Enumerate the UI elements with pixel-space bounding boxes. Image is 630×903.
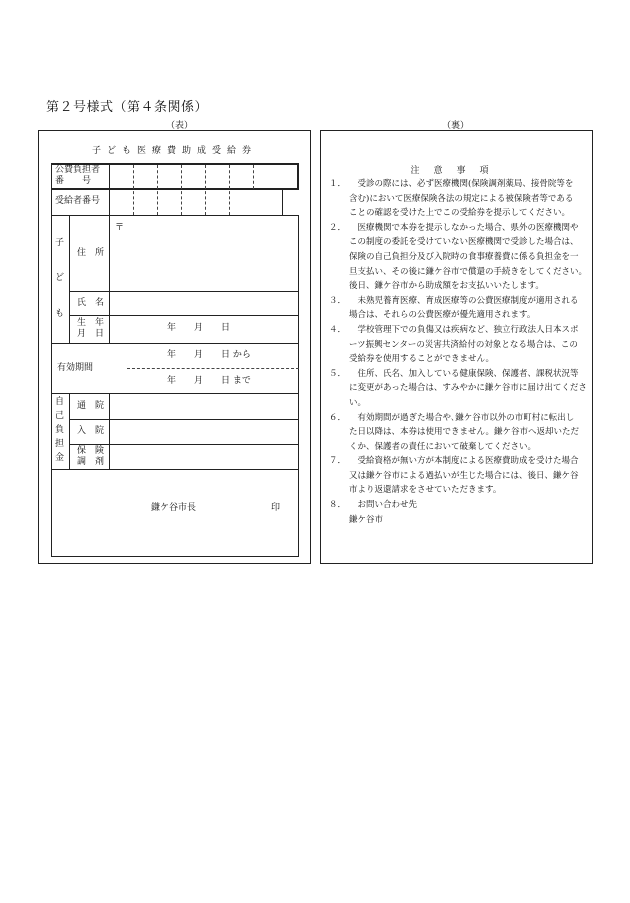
pharmacy-label: 保 険 (77, 446, 105, 456)
copay-label-3: 負 (55, 425, 65, 435)
child-label-1: 子 (55, 238, 65, 248)
copay-label-4: 担 (55, 439, 65, 449)
note-item (329, 221, 587, 294)
note-line: 市より返還請求をさせていただきます。 (349, 485, 502, 496)
note-line: 場合は、それらの公費医療が優先適用されます。 (349, 310, 536, 321)
note-item (329, 454, 587, 498)
grid-line (51, 343, 299, 344)
grid-line (51, 188, 299, 190)
notes-title: 注意事項 (410, 166, 503, 176)
note-line: ーツ振興センターの災害共済給付の対象となる場合は、この (349, 339, 578, 350)
note-number: ５． (329, 368, 347, 379)
note-line: 医療機関で本券を提示しなかった場合、県外の医療機関や (349, 222, 579, 233)
note-line: 受給券を使用することができません。 (349, 354, 495, 365)
grid-line (51, 469, 299, 470)
note-item (329, 294, 587, 323)
note-number: ８． (329, 500, 347, 511)
grid-line (51, 393, 299, 394)
note-number: １． (329, 179, 347, 189)
grid-line (51, 556, 299, 557)
child-label-3: も (55, 309, 65, 319)
contact-item (329, 498, 587, 527)
recipient-number-label: 受給者番号 (55, 196, 101, 206)
valid-to-value: 年 月 日 まで (167, 376, 251, 386)
note-line: 後日、鎌ケ谷市から助成額をお支払いいたします。 (349, 281, 544, 292)
note-line: くか、保護者の責任において破棄してください。 (349, 441, 537, 452)
note-line: い。 (349, 397, 367, 408)
grid-line (282, 189, 283, 215)
name-label: 氏 名 (77, 298, 105, 308)
digit-divider (253, 165, 254, 189)
grid-line (69, 444, 299, 445)
note-number: ３． (329, 295, 347, 306)
grid-line (298, 215, 299, 557)
front-side-label: （表） (166, 121, 194, 131)
birth-label: 生 年 (77, 318, 105, 328)
note-line: 未熟児養育医療、育成医療等の公費医療制度が適用される (349, 295, 579, 306)
note-line: 住所、氏名、加入している健康保険、保護者、課税状況等 (349, 368, 579, 379)
pharmacy-label-2: 調 剤 (77, 457, 105, 467)
digit-divider (133, 165, 134, 215)
contact-name: 鎌ケ谷市 (349, 514, 384, 525)
digit-divider (229, 165, 230, 215)
note-line: ことの確認を受けた上でこの受給券を提示してください。 (349, 208, 571, 219)
note-number: ６． (329, 412, 347, 423)
note-line: 保険の自己負担分及び入院時の食事療養費に係る負担金を一 (349, 251, 579, 262)
note-number: ２． (329, 222, 347, 233)
note-item (329, 367, 587, 411)
period-divider (127, 368, 299, 369)
certificate-grid (51, 163, 299, 557)
digit-divider (181, 165, 182, 215)
grid-line (51, 163, 52, 557)
mayor-label: 鎌ケ谷市長 (151, 503, 197, 513)
child-label-2: ど (55, 273, 65, 283)
certificate-title: 子ども医療費助成受給券 (91, 146, 257, 156)
form-heading: 第２号様式（第４条関係） (46, 100, 209, 115)
copay-label-2: 己 (55, 411, 65, 421)
seal-mark: 印 (271, 503, 281, 513)
note-line: 旦支払い、その後に鎌ケ谷市で償還の手続きをしてください。 (349, 266, 588, 277)
valid-period-label: 有効期間 (57, 363, 94, 373)
note-line: 又は鎌ケ谷市による過払いが生じた場合には、後日、鎌ケ谷 (349, 470, 579, 481)
grid-line (51, 215, 299, 216)
grid-line (69, 215, 70, 343)
grid-line (109, 163, 110, 215)
digit-divider (205, 165, 206, 215)
note-line: 学校管理下での負傷又は疾病など、独立行政法人日本スポ (349, 324, 579, 335)
grid-line (69, 419, 299, 420)
grid-line (297, 163, 299, 190)
public-payer-label: 公費負担者 (55, 165, 101, 175)
note-line: た日以降は、本券は使用できません。鎌ケ谷市へ返却いただ (349, 427, 580, 438)
grid-line (109, 215, 110, 343)
grid-line (69, 393, 70, 469)
note-line: この制度の委託を受けていない医療機関で受診した場合は、 (349, 237, 579, 248)
address-label: 住 所 (77, 248, 105, 258)
grid-line (69, 291, 299, 292)
valid-from-value: 年 月 日 から (167, 350, 251, 360)
outpatient-label: 通 院 (77, 401, 105, 411)
note-line: 受診の際には、必ず医療機関(保険調剤薬局、接骨院等を (349, 179, 574, 189)
note-line: 受給資格が無い方が本制度による医療費助成を受けた場合 (349, 456, 579, 467)
note-item (329, 323, 587, 367)
note-number: ４． (329, 324, 347, 335)
inpatient-label: 入 院 (77, 426, 105, 436)
birth-date-value: 年 月 日 (167, 323, 231, 333)
grid-line (69, 315, 299, 316)
public-payer-label-2: 番 号 (55, 176, 92, 186)
front-panel (38, 130, 311, 564)
note-item (329, 411, 587, 455)
note-item (329, 177, 587, 221)
birth-label-2: 月 日 (77, 329, 105, 339)
note-line: 含む)において医療保険各法の規定による被保険者等である (349, 193, 574, 204)
back-side-label: （裏） (442, 121, 470, 131)
contact-title: お問い合わせ先 (349, 500, 418, 511)
note-line: に変更があった場合は、すみやかに鎌ケ谷市に届け出てくださ (349, 383, 587, 394)
note-number: ７． (329, 456, 347, 467)
notes-list (329, 177, 587, 527)
digit-divider (157, 165, 158, 215)
grid-line (109, 393, 110, 469)
copay-label-1: 自 (55, 397, 65, 407)
note-line: 有効期間が過ぎた場合や､鎌ケ谷市以外の市町村に転出し (349, 412, 575, 423)
back-panel (320, 130, 593, 564)
copay-label-5: 金 (55, 453, 65, 463)
postal-mark: 〒 (115, 223, 125, 233)
